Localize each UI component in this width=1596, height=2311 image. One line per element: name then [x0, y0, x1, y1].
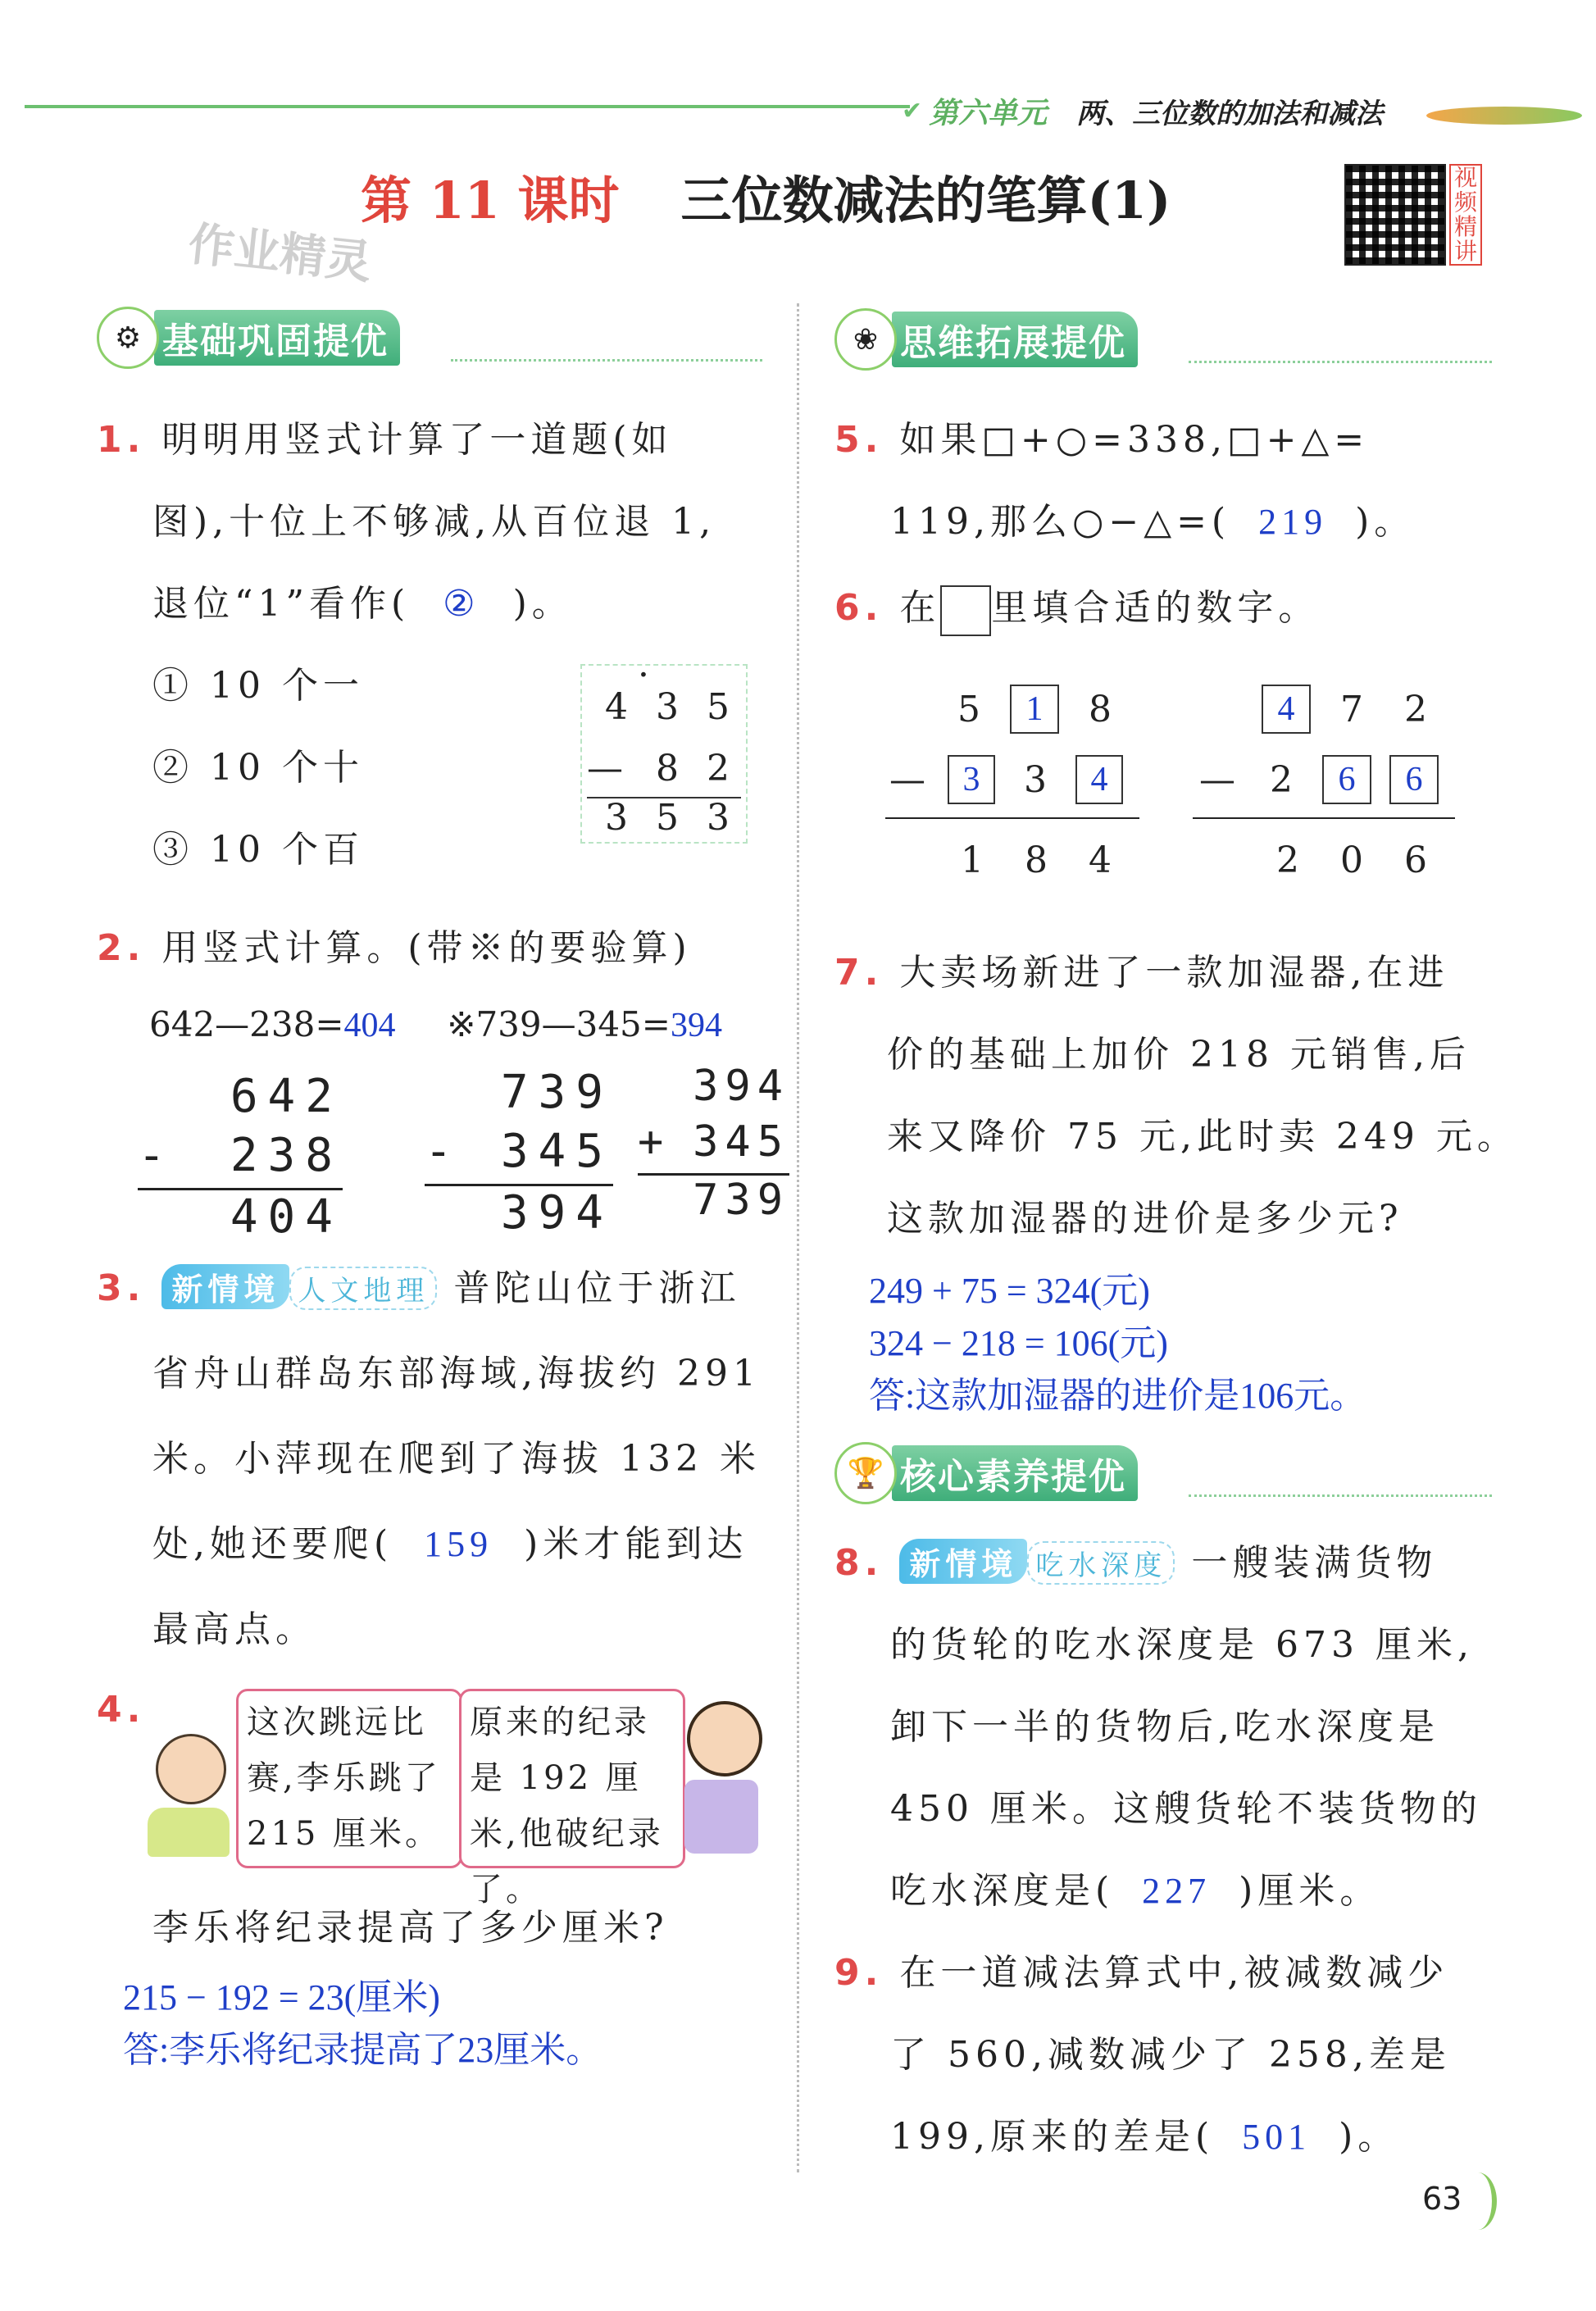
q5-line-1: 如果□+○=338,□+△= [899, 419, 1370, 461]
q6-p2-r1-b: 7 [1340, 688, 1363, 730]
question-8 [834, 1533, 1572, 1943]
q8-tag: 新情境 [899, 1539, 1027, 1584]
q6-p2-r3-c: 6 [1404, 839, 1427, 881]
bubble-right: 原来的纪录是 192 厘米,他破纪录了。 [459, 1689, 685, 1868]
q6-p2-r1-c: 2 [1404, 688, 1427, 730]
q8-last-pre: 吃水深度是( [890, 1870, 1115, 1912]
q6-p1-r3-b: 8 [1025, 839, 1048, 881]
q5-answer: 219 [1258, 502, 1328, 542]
q5-line-2: 119,那么○−△=( [890, 501, 1231, 543]
question-2 [97, 918, 692, 971]
q6-post: 里填合适的数字。 [991, 587, 1320, 629]
q5-number: 5. [834, 419, 884, 461]
q2-work-3 [638, 1062, 789, 1231]
q8-line-3: 450 厘米。这艘货轮不装货物的 [890, 1788, 1482, 1830]
q2-work-2 [425, 1066, 613, 1245]
q2-equations [149, 1004, 722, 1045]
q8-number: 8. [834, 1542, 884, 1584]
q9-answer: 501 [1242, 2117, 1312, 2157]
header-rule [25, 105, 910, 108]
q2-work3-top: 394 [693, 1062, 789, 1111]
lesson-title-text: 三位数减法的笔算(1) [680, 171, 1171, 230]
q6-p1-r1-c: 8 [1089, 688, 1112, 730]
q6-number: 6. [834, 587, 884, 629]
q5-close: )。 [1355, 501, 1416, 543]
lesson-label: 第 11 课时 [361, 171, 620, 230]
page-number-swoosh [1459, 2172, 1497, 2230]
q2-work1-result: 404 [230, 1190, 343, 1244]
q2-work3-result: 739 [693, 1176, 789, 1225]
q2-work2-result: 394 [500, 1186, 613, 1240]
q3-tag: 新情境 [161, 1264, 289, 1309]
q4-work: 215 − 192 = 23(厘米) [123, 1977, 440, 2018]
q7-line-4: 这款加湿器的进价是多少元? [887, 1198, 1403, 1240]
q6-p1-r2-a: 3 [948, 755, 995, 804]
q2-work1-top: 642 [230, 1070, 343, 1123]
qr-code[interactable] [1344, 164, 1446, 266]
q6-p2-r2-c: 6 [1389, 755, 1439, 804]
q6-p1-r3-a: 1 [961, 839, 984, 881]
q7-number: 7. [834, 952, 884, 994]
q2-work1-op: - [138, 1129, 175, 1182]
q1-option-2: ② 10 个十 [152, 747, 364, 789]
unit-label: 第六单元 [929, 96, 1048, 130]
question-6 [834, 578, 1319, 636]
q3-line-3: 米。小萍现在爬到了海拔 132 米 [152, 1438, 761, 1480]
q1-close: )。 [512, 583, 573, 625]
header-swoosh [1426, 107, 1582, 125]
q6-p2-minus: — [1199, 758, 1235, 801]
q6-p1-r1-a: 5 [957, 688, 980, 730]
q1-line-1: 明明用竖式计算了一道题(如 [161, 419, 673, 461]
trophy-icon: 🏆 [834, 1442, 897, 1504]
q6-p1-r2-b: 3 [1024, 758, 1047, 801]
unit-title: 两、三位数的加法和减法 [1076, 97, 1384, 130]
q2-work1-bottom: 238 [230, 1129, 343, 1182]
question-3 [97, 1258, 785, 1685]
section-thinking-title: 思维拓展提优 [892, 312, 1138, 367]
q6-p2-r3-a: 2 [1276, 839, 1299, 881]
q1-vertical [580, 654, 748, 844]
q4-question: 李乐将纪录提高了多少厘米? [152, 1907, 669, 1949]
q1-line-2: 图),十位上不够减,从百位退 1, [152, 501, 716, 543]
q7-line-1: 大卖场新进了一款加湿器,在进 [899, 952, 1449, 994]
q2-work2-op: - [425, 1125, 462, 1178]
q1-number: 1. [97, 419, 146, 461]
q3-line-1: 普陀山位于浙江 [453, 1267, 741, 1309]
q3-last: 最高点。 [152, 1608, 316, 1650]
section-basic-title: 基础巩固提优 [154, 310, 400, 366]
q9-last-post: )。 [1339, 2116, 1399, 2158]
q2-text: 用竖式计算。(带※的要验算) [161, 927, 692, 969]
q3-number: 3. [97, 1267, 146, 1309]
q6-p1-r2-c: 4 [1075, 755, 1123, 804]
boy-illustration [148, 1734, 230, 1857]
q1-line-3: 退位“1”看作( [152, 583, 411, 625]
q7-line-2: 价的基础上加价 218 元销售,后 [887, 1034, 1471, 1076]
q7-line-3: 来又降价 75 元,此时卖 249 元。 [887, 1116, 1518, 1158]
q6-p1-minus: — [889, 758, 925, 801]
q8-subtag: 吃水深度 [1027, 1541, 1175, 1585]
q2-eq2: ※739—345= [447, 1004, 671, 1044]
q7-work-1: 249 + 75 = 324(元) [869, 1271, 1150, 1311]
page-number: 63 [1422, 2181, 1462, 2217]
q2-ans2: 394 [670, 1007, 722, 1044]
q3-tail: )米才能到达 [524, 1523, 748, 1565]
sprout-icon: ❀ [834, 308, 897, 371]
q3-line-2: 省舟山群岛东部海域,海拔约 291 [152, 1353, 761, 1394]
q8-line-1: 的货轮的吃水深度是 673 厘米, [890, 1624, 1474, 1666]
q6-p2-r1-a: 4 [1262, 685, 1311, 734]
gear-icon: ⚙ [97, 307, 159, 369]
q2-work2-bottom: 345 [500, 1125, 613, 1178]
watermark: 作业精灵 [185, 217, 375, 290]
lesson-title [361, 160, 1171, 233]
question-7 [834, 943, 1572, 1418]
q1-borrow-dot: · [638, 654, 657, 696]
q1-option-3: ③ 10 个百 [152, 829, 364, 871]
q6-p1-r3-c: 4 [1089, 839, 1112, 881]
question-5 [834, 410, 1572, 574]
column-divider [797, 303, 799, 2172]
q2-eq1: 642—238= [149, 1004, 344, 1044]
leaf-icon: ✔ [902, 96, 923, 125]
q6-puzzle-2 [1193, 676, 1455, 901]
q4-answer: 答:李乐将纪录提高了23厘米。 [123, 2030, 602, 2070]
q7-work-2: 324 − 218 = 106(元) [869, 1323, 1168, 1363]
bubble-left: 这次跳远比赛,李乐跳了 215 厘米。 [236, 1689, 462, 1868]
section-core-title: 核心素养提优 [892, 1445, 1138, 1501]
section-thinking-rule [1189, 361, 1492, 363]
q2-work-1 [138, 1070, 343, 1249]
q8-answer: 227 [1142, 1871, 1212, 1911]
q1-result: 3 5 3 [605, 797, 738, 839]
q1-top: 4 3 5 [605, 686, 738, 728]
q6-pre: 在 [899, 587, 941, 629]
q2-ans1: 404 [343, 1007, 396, 1044]
q1-answer: ② [443, 584, 480, 624]
q2-number: 2. [97, 927, 146, 969]
qr-caption: 视频精讲 [1449, 164, 1482, 266]
q1-bottom: 8 2 [656, 748, 738, 789]
q1-option-1: ① 10 个一 [152, 665, 364, 707]
section-basic-rule [451, 359, 762, 362]
q6-sample-box [940, 585, 991, 636]
q9-last-pre: 199,原来的差是( [890, 2116, 1215, 2158]
girl-illustration [680, 1701, 762, 1853]
q2-work2-top: 739 [500, 1066, 613, 1119]
question-9 [834, 1943, 1572, 2189]
q2-work3-op: + [638, 1117, 671, 1167]
q1-minus: — [587, 748, 631, 789]
q8-line-2: 卸下一半的货物后,吃水深度是 [890, 1706, 1439, 1748]
section-basic [97, 312, 400, 364]
section-core-rule [1189, 1494, 1492, 1497]
q8-first: 一艘装满货物 [1191, 1542, 1438, 1584]
section-thinking [834, 313, 1138, 366]
q9-line-2: 了 560,减数减少了 258,差是 [890, 2034, 1451, 2076]
q2-work3-bottom: 345 [693, 1117, 789, 1167]
q6-p2-r2-b: 6 [1322, 755, 1371, 804]
q7-answer: 答:这款加湿器的进价是106元。 [869, 1376, 1366, 1416]
q3-subtag: 人文地理 [289, 1267, 437, 1310]
q3-line-4: 处,她还要爬( [152, 1523, 393, 1565]
q3-answer: 159 [424, 1524, 493, 1564]
section-core [834, 1447, 1138, 1499]
q8-last-post: )厘米。 [1239, 1870, 1381, 1912]
q4-number: 4. [97, 1689, 146, 1731]
q6-puzzle-1 [885, 676, 1139, 901]
q6-p1-r1-b: 1 [1010, 685, 1059, 734]
q6-p2-r2-a: 2 [1270, 758, 1293, 801]
q9-number: 9. [834, 1952, 884, 1994]
q6-p2-r3-b: 0 [1340, 839, 1363, 881]
q9-line-1: 在一道减法算式中,被减数减少 [899, 1952, 1449, 1994]
